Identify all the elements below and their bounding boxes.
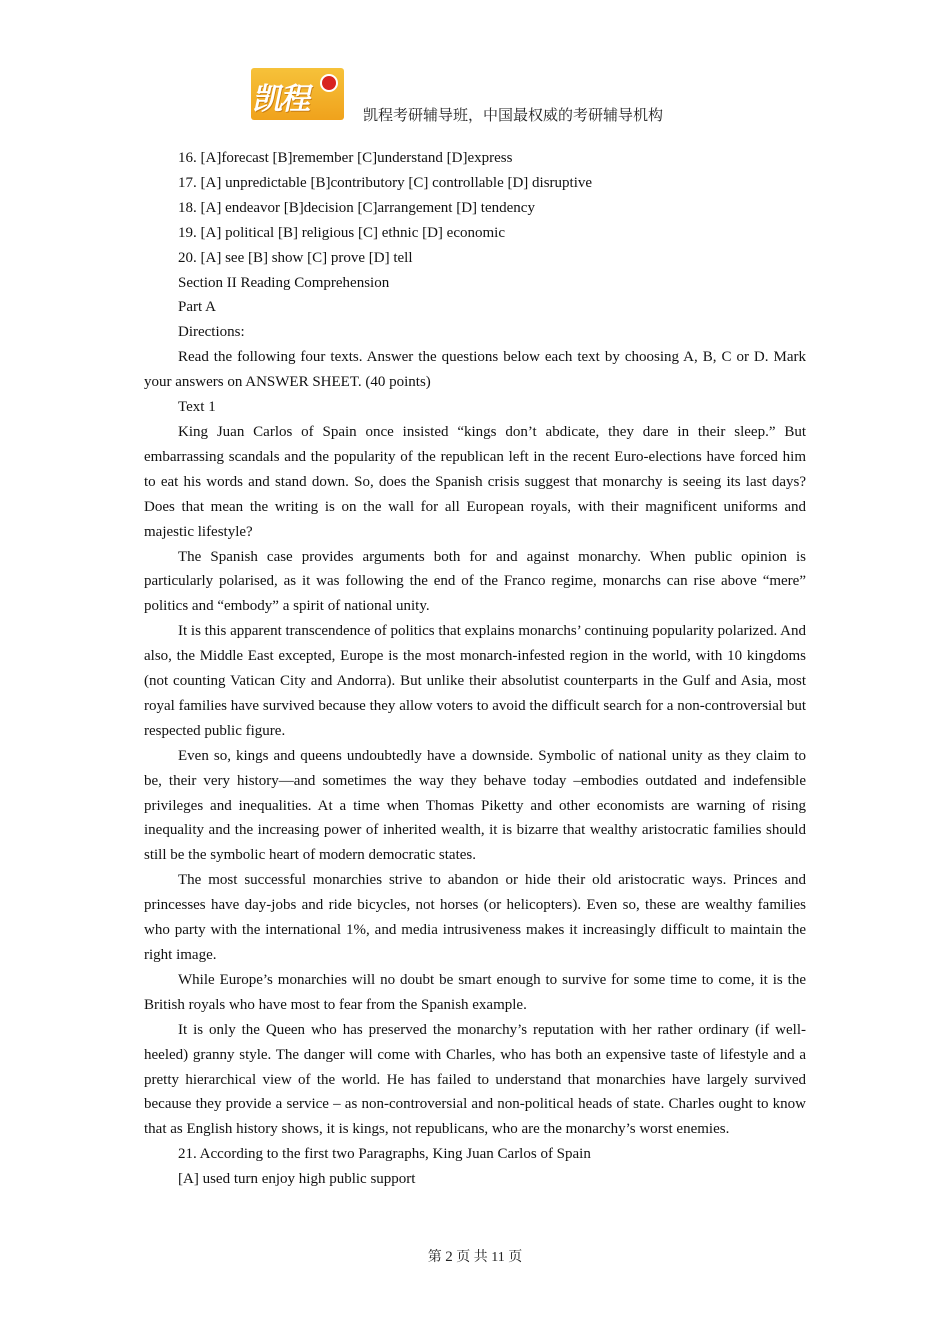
option-line-17: 17. [A] unpredictable [B]contributory [C] controllable [D] disruptive (178, 174, 593, 191)
footer-prefix: 第 (427, 1250, 442, 1265)
question-stem: 21. According to the first two Paragraphs, King Juan Carlos of Spain (178, 1146, 591, 1163)
passage-paragraph-5: The most successful monarchies strive to abandon or hide their old aristocratic ways. Princes and princesses have day-jobs and ride bicycles, not horses (or helicopters). Even so, these are wealthy families who party with the international 1%, and media intrusiveness makes it increasingly difficult to maintain the right image. (144, 872, 806, 963)
logo-text: 凯程 (251, 82, 314, 117)
text-label: Text 1 (178, 399, 216, 416)
passage-paragraph-1: King Juan Carlos of Spain once insisted “kings don’t abdicate, they dare in their sleep.” But embarrassing scandals and the popularity of the republican left in the recent Euro-elections have forced him to eat his words and stand down. So, does the Spanish crisis suggest that monarchy is seeing its last days? Does that mean the writing is on the wall for all European royals, with their magnificent uniforms and majestic lifestyle? (144, 423, 806, 540)
page-number: 2 (445, 1249, 453, 1265)
footer-suffix: 页 (508, 1250, 523, 1265)
directions-text: Read the following four texts. Answer the questions below each text by choosing A, B, C or D. Mark your answers on ANSWER SHEET. (40 points) (144, 349, 806, 391)
passage-paragraph-3: It is this apparent transcendence of politics that explains monarchs’ continuing popularity polarized. And also, the Middle East excepted, Europe is the most monarch-infested region in the world, with 10 kingdoms (not counting Vatican City and Andorra). But unlike their absolutist counterparts in the Gulf and Asia, most royal families have survived because they allow voters to avoid the difficult search for a non-controversial but respected public figure. (144, 623, 806, 739)
option-line-19: 19. [A] political [B] religious [C] ethnic [D] economic (178, 224, 505, 241)
passage-paragraph-7: It is only the Queen who has preserved the monarchy’s reputation with her rather ordinary (if well-heeled) granny style. The danger will come with Charles, who has both an expensive taste of lifestyle and a pretty hierarchical view of the world. He has failed to understand that monarchies have largely survived because they provide a service – as non-controversial and non-political heads of state. Charles ought to know that as English history shows, it is kings, not republicans, who are the monarchy’s worst enemies. (144, 1021, 806, 1138)
section-heading: Section II Reading Comprehension (178, 274, 390, 291)
part-heading: Part A (178, 299, 216, 316)
option-line-16: 16. [A]forecast [B]remember [C]understand [D]express (178, 150, 513, 166)
page-header (251, 68, 711, 122)
logo-dot-icon (320, 74, 338, 92)
footer-middle: 页 共 (456, 1250, 488, 1265)
option-line-18: 18. [A] endeavor [B]decision [C]arrangement [D] tendency (178, 199, 535, 216)
passage-paragraph-2: The Spanish case provides arguments both for and against monarchy. When public opinion is particularly polarised, as it was following the end of the Franco regime, monarchs can rise above “mere” politics and “embody” a spirit of national unity. (144, 548, 806, 615)
page-total: 11 (491, 1250, 505, 1265)
kaicheng-logo (251, 68, 344, 120)
passage-paragraph-6: While Europe’s monarchies will no doubt be smart enough to survive for some time to come, it is the British royals who have most to fear from the Spanish example. (144, 971, 806, 1013)
document-body (144, 146, 806, 1192)
page-footer (0, 1246, 950, 1266)
question-option-a: [A] used turn enjoy high public support (178, 1171, 416, 1188)
header-tagline: 凯程考研辅导班，中国最权威的考研辅导机构 (363, 106, 664, 124)
passage-paragraph-4: Even so, kings and queens undoubtedly have a downside. Symbolic of national unity as they claim to be, their very history—and sometimes the way they behave today –embodies outdated and indefensible privileges and inequalities. At a time when Thomas Piketty and other economists are warning of rising inequality and the increasing power of inherited wealth, it is bizarre that wealthy aristocratic families should still be the symbolic heart of modern democratic states. (144, 747, 806, 864)
option-line-20: 20. [A] see [B] show [C] prove [D] tell (178, 249, 413, 266)
directions-heading: Directions: (178, 324, 245, 341)
